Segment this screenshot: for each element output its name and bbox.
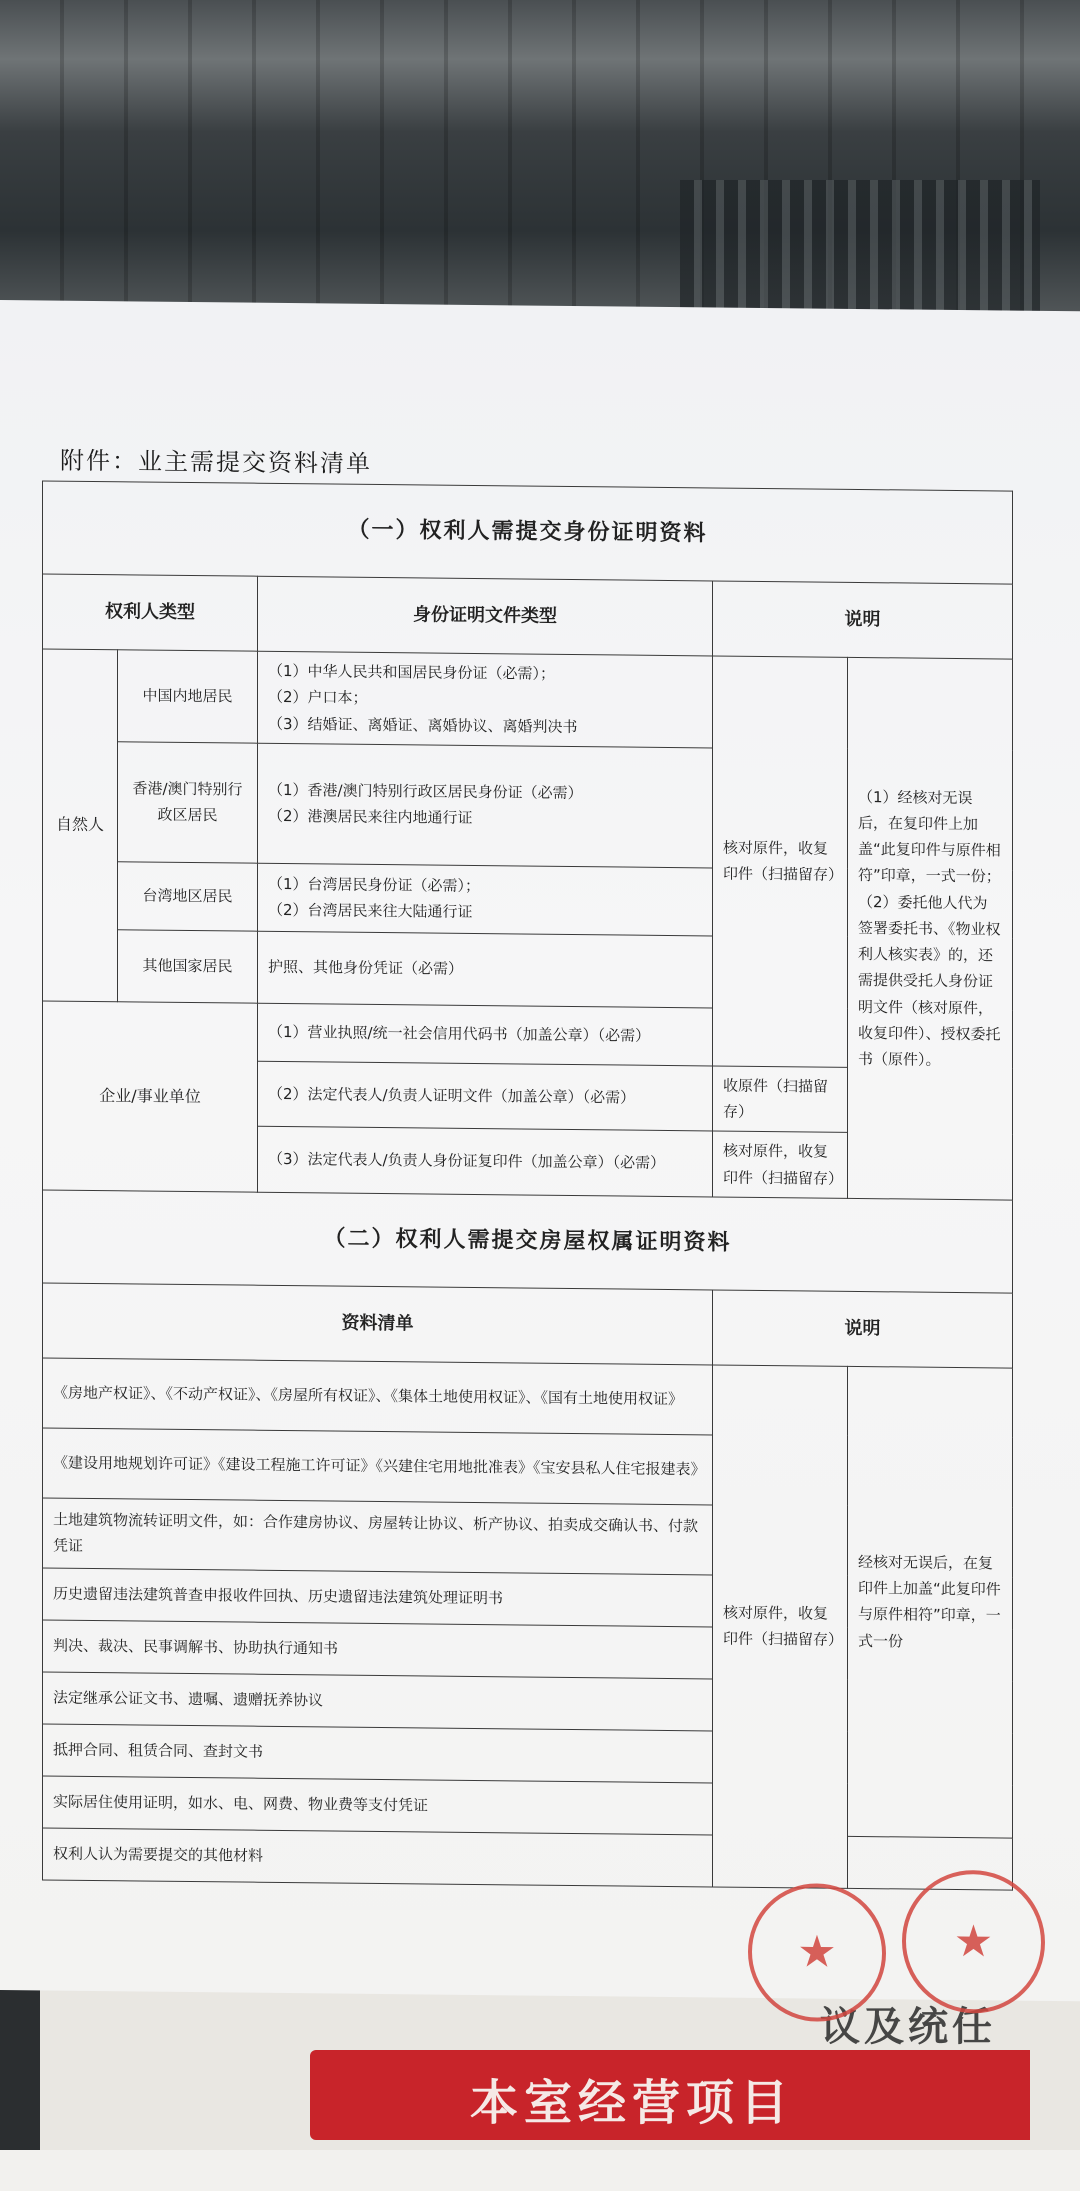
header-note-2: 说明 bbox=[713, 1290, 1013, 1368]
attachment-title: 附件：业主需提交资料清单 bbox=[60, 446, 372, 478]
list-item: 历史遗留违法建筑普查申报收件回执、历史遗留违法建筑处理证明书 bbox=[43, 1568, 713, 1627]
doc-item: （2）户口本； bbox=[268, 688, 368, 708]
docs-taiwan bbox=[258, 863, 713, 936]
notice-paper bbox=[0, 300, 1080, 2001]
list-item: 《房地产权证》、《不动产权证》、《房屋所有权证》、《集体土地使用权证》、《国有土地使用权证》 bbox=[43, 1358, 713, 1435]
docs-foreign bbox=[258, 931, 713, 1008]
ent-doc-1: （1）营业执照/统一社会信用代码书（加盖公章）（必需） bbox=[258, 1003, 713, 1066]
doc-item: （1）中华人民共和国居民身份证（必需）； bbox=[268, 661, 556, 683]
background-sign-text: 本室经营项目 bbox=[470, 2075, 795, 2131]
doc-item: （1）台湾居民身份证（必需）； bbox=[268, 874, 481, 896]
natural-person-label: 自然人 bbox=[43, 649, 118, 1002]
header-note: 说明 bbox=[713, 581, 1013, 659]
doc-item: 护照、其他身份凭证（必需） bbox=[268, 957, 464, 978]
verify-note-section2: 核对原件，收复印件（扫描留存） bbox=[713, 1365, 848, 1888]
verify-note-natural: 核对原件，收复印件（扫描留存） bbox=[713, 656, 848, 1067]
list-item: 权利人认为需要提交的其他材料 bbox=[43, 1828, 713, 1887]
background-strip bbox=[0, 2150, 1080, 2191]
section1-title: （一）权利人需提交身份证明资料 bbox=[43, 481, 1013, 584]
ent-note-2: 收原件（扫描留存） bbox=[713, 1066, 848, 1133]
right-note-item: （1）经核对无误后，在复印件上加盖“此复印件与原件相符”印章，一式一份； bbox=[858, 787, 1001, 886]
doc-item: （1）香港/澳门特别行政区居民身份证（必需） bbox=[268, 780, 583, 803]
section2-title: （二）权利人需提交房屋权属证明资料 bbox=[43, 1190, 1013, 1293]
star-icon: ★ bbox=[953, 1915, 994, 1967]
list-item: 实际居住使用证明，如水、电、网费、物业费等支付凭证 bbox=[43, 1776, 713, 1835]
header-list: 资料清单 bbox=[43, 1283, 713, 1365]
subtype-taiwan: 台湾地区居民 bbox=[118, 861, 258, 930]
ent-doc-3: （3）法定代表人/负责人身份证复印件（加盖公章）（必需） bbox=[258, 1126, 713, 1196]
doc-item: （3）结婚证、离婚证、离婚协议、离婚判决书 bbox=[268, 714, 578, 736]
docs-hk-macao bbox=[258, 743, 713, 868]
ent-note-3: 核对原件，收复印件（扫描留存） bbox=[713, 1131, 848, 1198]
workstation-seal bbox=[902, 1869, 1045, 2013]
subtype-hk-macao: 香港/澳门特别行政区居民 bbox=[118, 741, 258, 862]
company-seal bbox=[748, 1883, 886, 2022]
doc-item: （2）台湾居民来往大陆通行证 bbox=[268, 901, 473, 922]
right-note-section1 bbox=[848, 657, 1013, 1199]
list-item: 判决、裁决、民事调解书、协助执行通知书 bbox=[43, 1620, 713, 1679]
right-note-item: （2）委托他人代为签署委托书、《物业权利人核实表》的，还需提供受托人身份证明文件（核对原件，收复印件）、授权委托书（原件）。 bbox=[858, 892, 1001, 1069]
subtype-mainland: 中国内地居民 bbox=[118, 650, 258, 743]
star-icon: ★ bbox=[797, 1926, 837, 1978]
list-item: 《建设用地规划许可证》《建设工程施工许可证》《兴建住宅用地批准表》《宝安县私人住宅报建表》 bbox=[43, 1428, 713, 1505]
docs-mainland bbox=[258, 651, 713, 748]
header-doc-type: 身份证明文件类型 bbox=[258, 576, 713, 656]
subtype-foreign: 其他国家居民 bbox=[118, 929, 258, 1002]
doc-item: （2）港澳居民来往内地通行证 bbox=[268, 807, 473, 828]
background-sign-top-text: 议及统任 bbox=[820, 2004, 996, 2050]
list-item: 抵押合同、租赁合同、查封文书 bbox=[43, 1724, 713, 1783]
list-item: 法定继承公证文书、遗嘱、遗赠抚养协议 bbox=[43, 1672, 713, 1731]
ent-doc-2: （2）法定代表人/负责人证明文件（加盖公章）（必需） bbox=[258, 1061, 713, 1131]
list-item: 土地建筑物流转证明文件，如：合作建房协议、房屋转让协议、析产协议、拍卖成交确认书、付款凭证 bbox=[43, 1498, 713, 1575]
enterprise-label: 企业/事业单位 bbox=[43, 1001, 258, 1192]
header-holder-type: 权利人类型 bbox=[43, 574, 258, 651]
right-note-section2: 经核对无误后，在复印件上加盖“此复印件与原件相符”印章，一式一份 bbox=[848, 1366, 1013, 1838]
document-table bbox=[42, 480, 1013, 1890]
